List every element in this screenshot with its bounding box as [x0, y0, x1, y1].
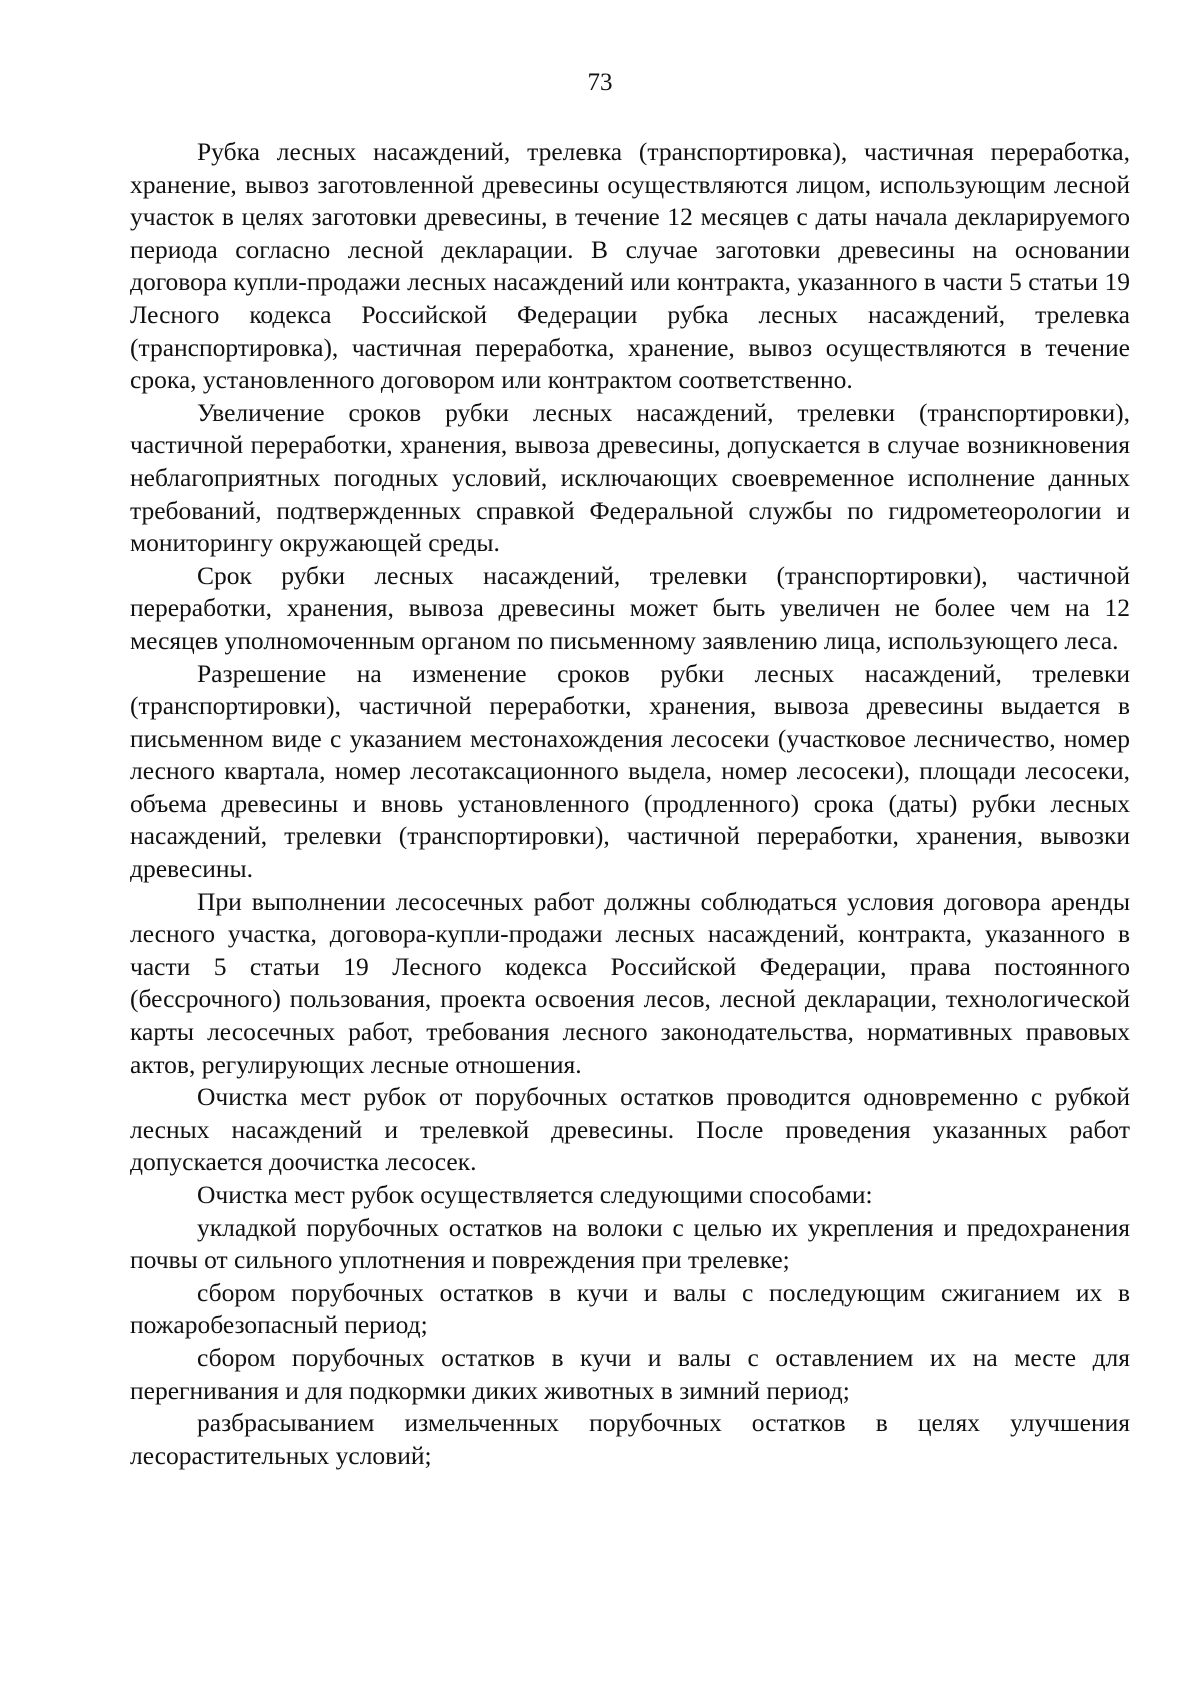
paragraph-method-skid-trails: укладкой порубочных остатков на волоки с целью их укрепления и предохранения почвы от сильного уплотнения и повреждения при трелевке; — [130, 1212, 1130, 1275]
paragraph-term-extension-weather: Увеличение сроков рубки лесных насаждений, трелевки (транспортировки), частичной переработки, хранения, вывоза древесины, допускается в случае возникновения неблагоприятных погодных условий, исключающих своевременное исполнение данных требований, подтвержденных справкой Федеральной службы по гидрометеорологии и мониторингу окружающей среды. — [130, 397, 1130, 558]
paragraph-felling-terms: Рубка лесных насаждений, трелевка (транспортировка), частичная переработка, хранение, вывоз заготовленной древесины осуществляются лицом, использующим лесной участок в целях заготовки древесины, в течение 12 месяцев с даты начала декларируемого периода согласно лесной декларации. В случае заготовки древесины на основании договора купли-продажи лесных насаждений или контракта, указанного в части 5 статьи 19 Лесного кодекса Российской Федерации рубка лесных насаждений, трелевка (транспортировка), частичная переработка, хранение, вывоз осуществляются в течение срока, установленного договором или контрактом соответственно. — [130, 137, 1130, 395]
paragraph-method-rotting: сбором порубочных остатков в кучи и валы с оставлением их на месте для перегнивания и для подкормки диких животных в зимний период; — [130, 1342, 1130, 1405]
paragraph-site-cleaning: Очистка мест рубок от порубочных остатков проводится одновременно с рубкой лесных насаждений и трелевкой древесины. После проведения указанных работ допускается доочистка лесосек. — [130, 1082, 1130, 1177]
paragraph-method-scattering: разбрасыванием измельченных порубочных остатков в целях улучшения лесорастительных условий; — [130, 1408, 1130, 1470]
paragraph-cleaning-methods-intro: Очистка мест рубок осуществляется следующими способами: — [197, 1180, 873, 1209]
document-body — [130, 136, 1130, 1472]
page-number: 73 — [587, 69, 613, 96]
paragraph-method-burning: сбором порубочных остатков в кучи и валы с последующим сжиганием их в пожаробезопасный период; — [130, 1277, 1130, 1340]
paragraph-logging-conditions: При выполнении лесосечных работ должны соблюдаться условия договора аренды лесного участка, договора-купли-продажи лесных насаждений, контракта, указанного в части 5 статьи 19 Лесного кодекса Российской Федерации, права постоянного (бессрочного) пользования, проекта освоения лесов, лесной декларации, технологической карты лесосечных работ, требования лесного законодательства, нормативных правовых актов, регулирующих лесные отношения. — [130, 886, 1130, 1079]
paragraph-extension-permit: Разрешение на изменение сроков рубки лесных насаждений, трелевки (транспортировки), частичной переработки, хранения, вывоза древесины выдается в письменном виде с указанием местонахождения лесосеки (участковое лесничество, номер лесного квартала, номер лесотаксационного выдела, номер лесосеки), площади лесосеки, объема древесины и вновь установленного (продленного) срока (даты) рубки лесных насаждений, трелевки (транспортировки), частичной переработки, хранения, вывозки древесины. — [130, 658, 1130, 884]
paragraph-term-extension-limit: Срок рубки лесных насаждений, трелевки (транспортировки), частичной переработки, хранения, вывоза древесины может быть увеличен не более чем на 12 месяцев уполномоченным органом по письменному заявлению лица, использующего леса. — [130, 560, 1130, 655]
